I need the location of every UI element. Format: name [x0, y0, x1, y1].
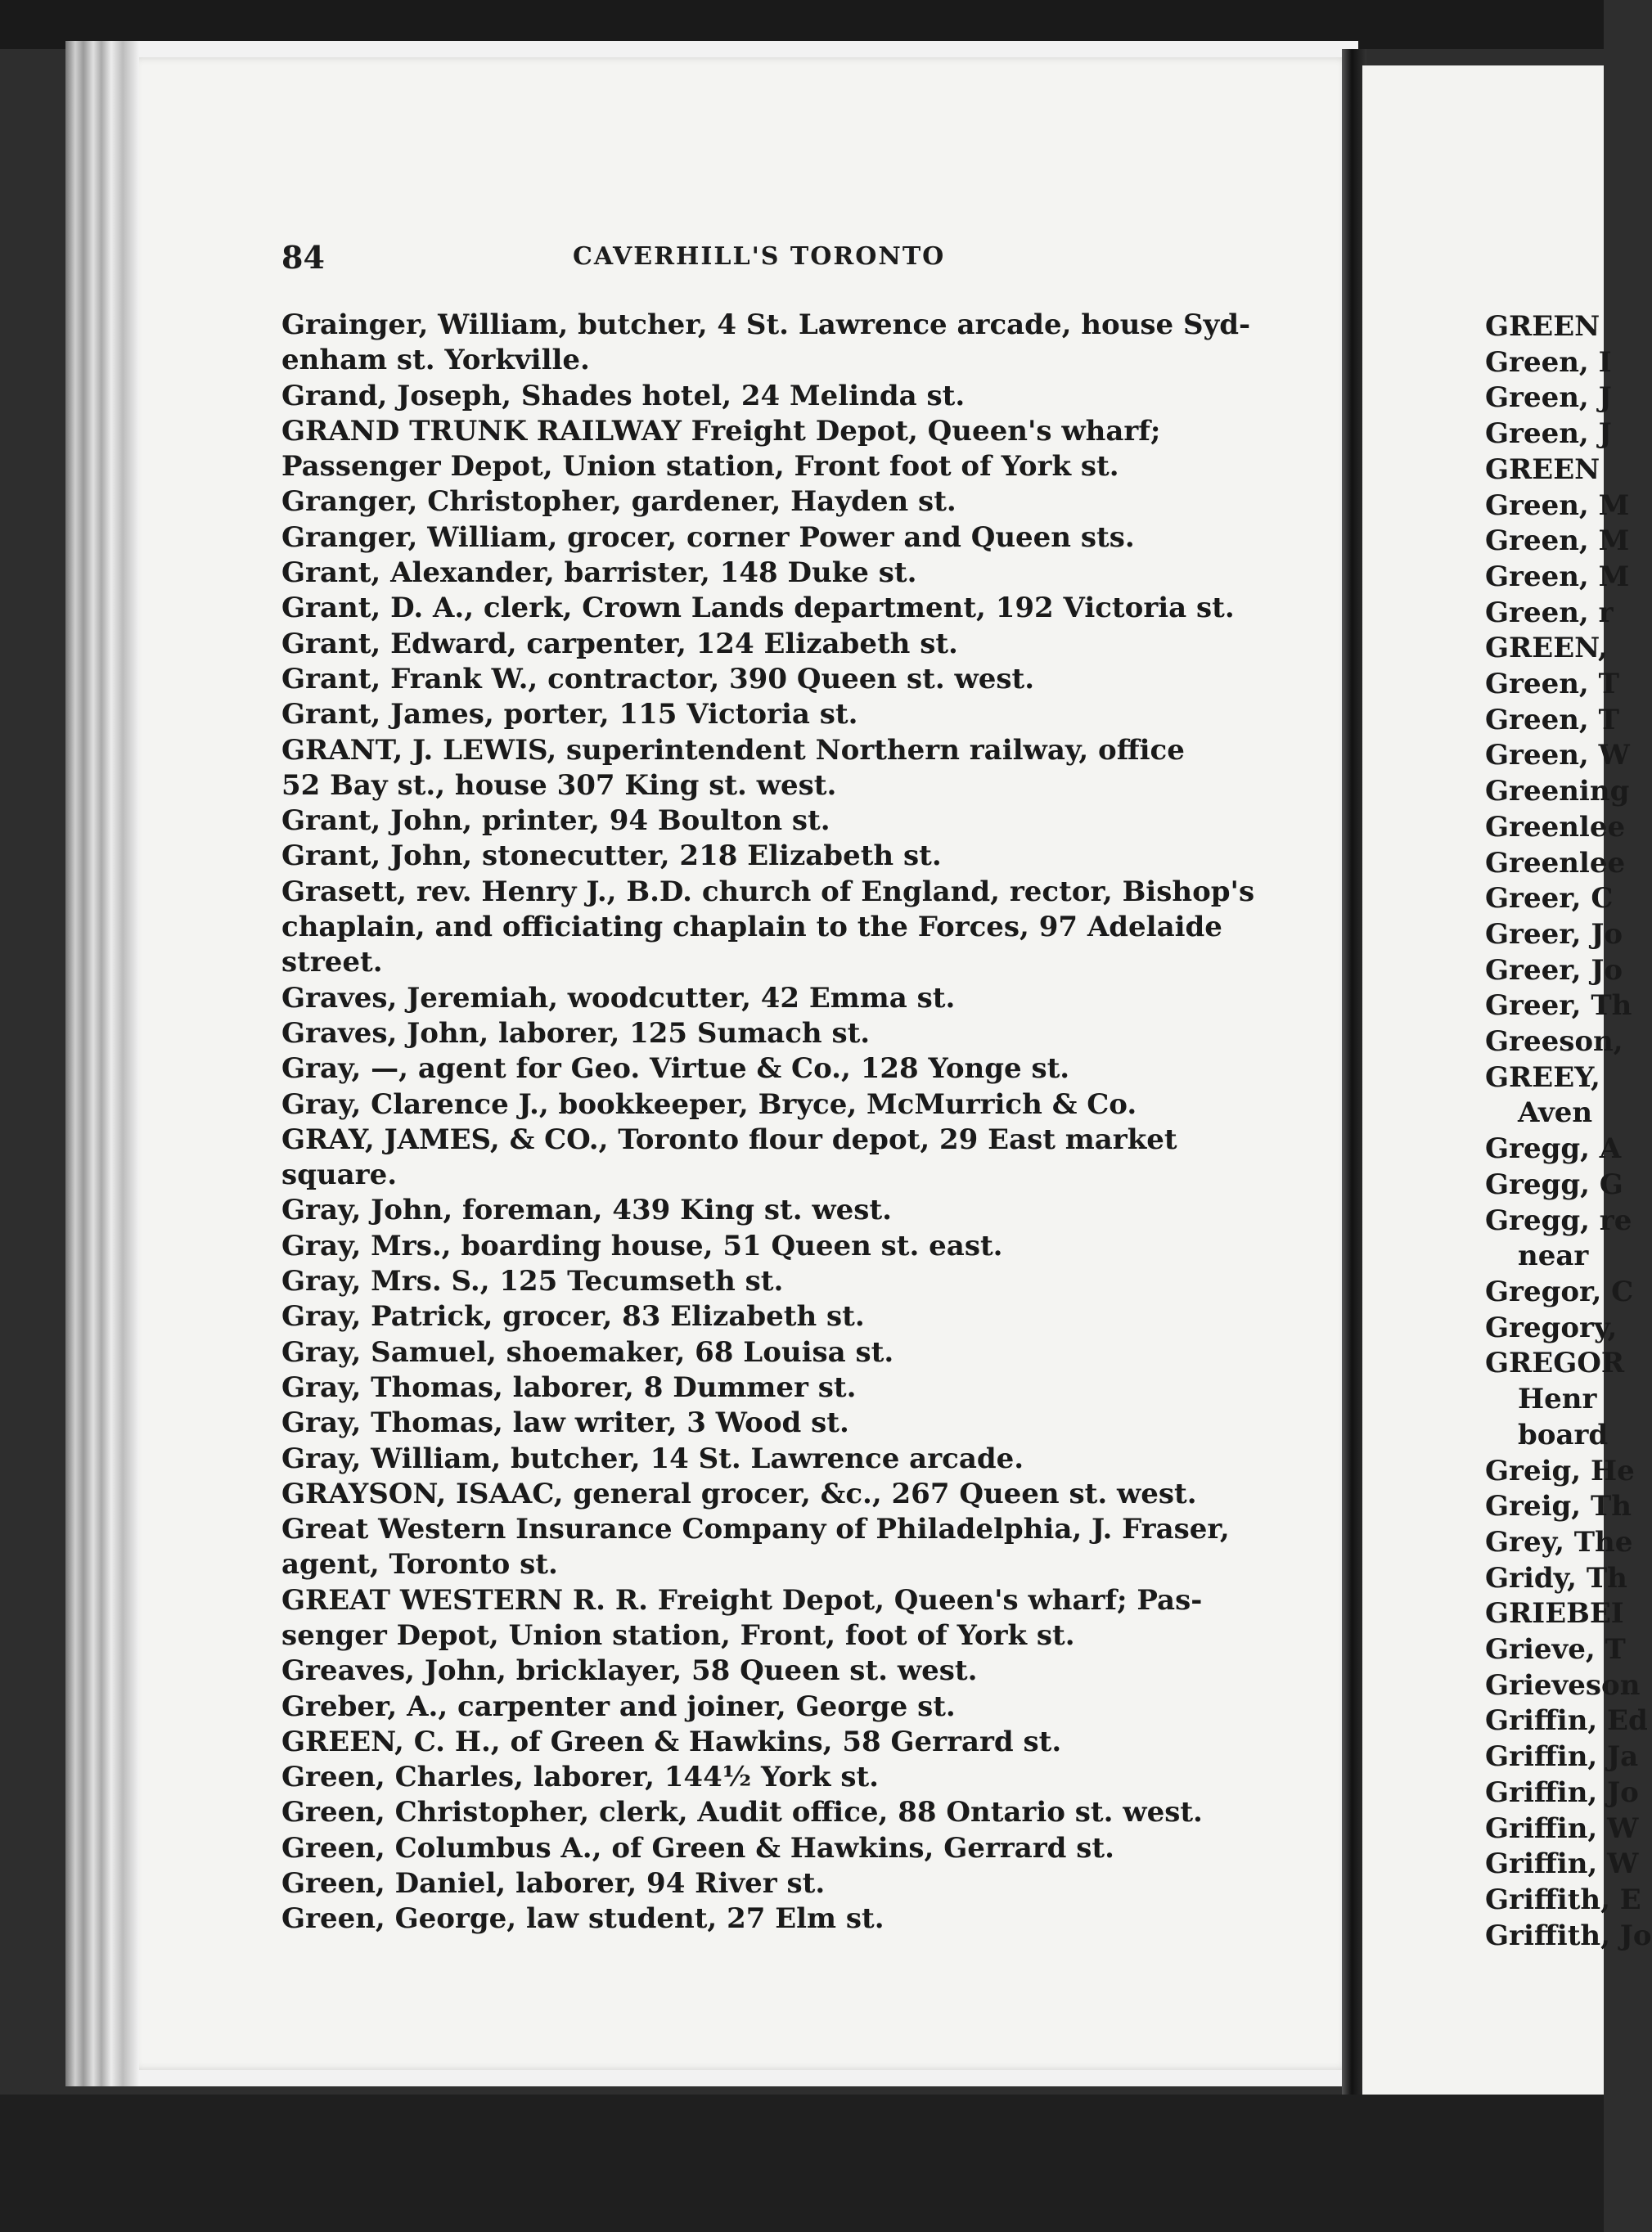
right-page-fragment: Greer, C: [1485, 882, 1614, 916]
right-page-fragment: Griffin, Ed: [1485, 1704, 1648, 1738]
entry-line-1: Gray, Thomas, law writer, 3 Wood st.: [281, 1406, 849, 1440]
right-page-fragment: Gregg, A: [1485, 1132, 1622, 1166]
entry-line-2: senger Depot, Union station, Front, foot of York st.: [281, 1618, 1075, 1652]
right-page-fragment: Griffith, Jo: [1485, 1919, 1652, 1952]
entry-line-1: Grant, Frank W., contractor, 390 Queen st. west.: [281, 662, 1035, 695]
entry-line-1: GRAYSON, ISAAC, general grocer, &c., 267 Queen st. west.: [281, 1477, 1197, 1510]
entry-line-1: Grant, Alexander, barrister, 148 Duke st.: [281, 556, 917, 590]
right-page-fragment: Greer, Jo: [1485, 917, 1623, 951]
right-page-fragment: Griffin, Ja: [1485, 1740, 1639, 1774]
entry-line-1: Graves, Jeremiah, woodcutter, 42 Emma st.: [281, 981, 956, 1015]
entry-line-1: Greaves, John, bricklayer, 58 Queen st. west.: [281, 1654, 978, 1688]
entry-line-1: Greber, A., carpenter and joiner, George st.: [281, 1690, 956, 1723]
directory-entry: [281, 1654, 1247, 1689]
entry-line-3: street.: [281, 946, 383, 979]
entry-line-1: Gray, —, agent for Geo. Virtue & Co., 128 Yonge st.: [281, 1052, 1070, 1086]
right-page-fragment: GREEN,: [1485, 632, 1608, 665]
right-page-fragment: Griffin, Jo: [1485, 1775, 1639, 1809]
right-page-fragment: Gregg, G: [1485, 1168, 1623, 1201]
directory-entry: [281, 1016, 1247, 1051]
directory-entry: [281, 981, 1247, 1016]
directory-entry: [281, 1725, 1247, 1760]
scan-bottom-border: [0, 2095, 1604, 2232]
entry-line-2: chaplain, and officiating chaplain to the Forces, 97 Adelaide: [281, 911, 1222, 944]
right-page-fragment: Greig, Th: [1485, 1490, 1632, 1523]
right-page-fragment: Gridy, Th: [1485, 1561, 1627, 1595]
right-page-fragment: board: [1518, 1418, 1609, 1451]
right-page-fragment: Greig, He: [1485, 1454, 1635, 1487]
right-page-fragment: GREEN: [1485, 452, 1600, 486]
entry-line-1: Grant, John, stonecutter, 218 Elizabeth st.: [281, 839, 942, 873]
entry-line-1: Gray, Thomas, laborer, 8 Dummer st.: [281, 1370, 857, 1404]
entry-line-1: Gray, Samuel, shoemaker, 68 Louisa st.: [281, 1335, 894, 1369]
page-number: 84: [281, 239, 325, 276]
entry-line-1: Gray, Clarence J., bookkeeper, Bryce, McMurrich & Co.: [281, 1087, 1137, 1121]
directory-entry: [281, 875, 1255, 981]
right-page-fragment: Green, J: [1485, 417, 1612, 451]
directory-entry: [281, 1051, 1247, 1087]
directory-entry: [281, 1583, 1247, 1654]
directory-entry: [281, 1123, 1247, 1194]
entry-line-1: GRANT, J. LEWIS, superintendent Northern railway, office: [281, 733, 1185, 767]
entry-line-1: Grand, Joseph, Shades hotel, 24 Melinda st.: [281, 379, 966, 412]
right-page-fragment: near: [1518, 1240, 1589, 1273]
right-page-fragment: Grieve, T: [1485, 1633, 1626, 1667]
directory-entry: [281, 1442, 1247, 1477]
directory-entry: [281, 1299, 1247, 1334]
entry-line-1: Gray, Mrs., boarding house, 51 Queen st. east.: [281, 1229, 1003, 1262]
entry-line-1: Gray, John, foreman, 439 King st. west.: [281, 1194, 892, 1227]
right-page-fragment: Grey, The: [1485, 1525, 1633, 1559]
entry-line-1: Grainger, William, butcher, 4 St. Lawrence arcade, house Syd-: [281, 308, 1251, 341]
directory-entry: [281, 1795, 1247, 1830]
entry-line-1: Green, Columbus A., of Green & Hawkins, Gerrard st.: [281, 1831, 1114, 1865]
entry-line-1: Granger, Christopher, gardener, Hayden st.: [281, 485, 957, 519]
right-page-fragment: Gregory,: [1485, 1311, 1618, 1344]
right-page-fragments: [1485, 309, 1652, 1954]
right-page-fragment: Aven: [1518, 1096, 1593, 1130]
directory-entry: [281, 1760, 1247, 1795]
directory-entry: [281, 1477, 1247, 1512]
entry-line-2: enham st. Yorkville.: [281, 344, 590, 377]
entry-line-1: Grasett, rev. Henry J., B.D. church of England, rector, Bishop's: [281, 875, 1255, 908]
right-page-fragment: Green, M: [1485, 560, 1630, 593]
entry-line-1: Green, George, law student, 27 Elm st.: [281, 1902, 885, 1936]
right-page-fragment: Green, I: [1485, 345, 1612, 379]
directory-entry: [281, 1866, 1247, 1901]
directory-entry: [281, 1901, 1247, 1937]
right-page-fragment: Griffin, W: [1485, 1811, 1639, 1845]
right-page-fragment: Gregor, C: [1485, 1275, 1634, 1308]
directory-entry: [281, 839, 1247, 874]
directory-entry: [281, 1831, 1247, 1866]
entry-line-1: GREEN, C. H., of Green & Hawkins, 58 Gerrard st.: [281, 1725, 1062, 1758]
directory-entry: [281, 484, 1247, 520]
directory-entry: [281, 1229, 1247, 1264]
right-page-fragment: Greenlee: [1485, 846, 1626, 880]
right-page-fragment: Grieveson: [1485, 1668, 1641, 1702]
right-page-fragment: Green, r: [1485, 596, 1614, 629]
right-page-fragment: GREEN: [1485, 310, 1600, 343]
entry-line-1: Green, Charles, laborer, 144½ York st.: [281, 1761, 880, 1794]
right-page-fragment: Green, M: [1485, 488, 1630, 522]
right-page-fragment: GREGOR: [1485, 1347, 1625, 1380]
entry-line-1: Green, Christopher, clerk, Audit office, 88 Ontario st. west.: [281, 1796, 1203, 1829]
entry-line-1: Grant, D. A., clerk, Crown Lands department, 192 Victoria st.: [281, 592, 1235, 625]
directory-entry: [281, 414, 1247, 485]
directory-entry: [281, 1406, 1247, 1441]
entry-line-1: Granger, William, grocer, corner Power and Queen sts.: [281, 520, 1135, 554]
directory-entry: [281, 1335, 1247, 1370]
directory-entry: [281, 308, 1251, 379]
directory-entry: [281, 1264, 1247, 1299]
running-title: CAVERHILL'S TORONTO: [573, 242, 946, 271]
right-page-fragment: Henr: [1518, 1383, 1597, 1416]
entry-line-1: GRAND TRUNK RAILWAY Freight Depot, Queen's wharf;: [281, 414, 1161, 448]
entry-line-2: square.: [281, 1159, 398, 1192]
directory-entry: [281, 1512, 1247, 1583]
right-page-fragment: Greer, Th: [1485, 989, 1632, 1023]
entry-line-1: Graves, John, laborer, 125 Sumach st.: [281, 1016, 871, 1050]
entry-line-1: GRAY, JAMES, & CO., Toronto flour depot, 29 East market: [281, 1123, 1177, 1156]
directory-entry: [281, 591, 1247, 626]
directory-entry: [281, 627, 1247, 662]
directory-entry: [281, 1193, 1247, 1228]
right-page-fragment: Greenlee: [1485, 810, 1626, 844]
entry-line-1: Grant, Edward, carpenter, 124 Elizabeth st.: [281, 627, 958, 660]
right-page-fragment: Green, W: [1485, 739, 1630, 772]
directory-entry: [281, 803, 1247, 839]
directory-entry: [281, 520, 1247, 556]
directory-entry: [281, 697, 1247, 732]
right-page-fragment: Gregg, re: [1485, 1204, 1632, 1237]
entry-line-1: Grant, John, printer, 94 Boulton st.: [281, 804, 831, 838]
right-page-fragment: GREEY,: [1485, 1060, 1600, 1094]
right-page-fragment: Greer, Jo: [1485, 953, 1623, 987]
right-page-fragment: GRIEBEI: [1485, 1597, 1624, 1631]
directory-entry: [281, 556, 1247, 591]
directory-entry: [281, 1370, 1247, 1406]
right-page-fragment: Greeson,: [1485, 1025, 1623, 1059]
entry-line-1: Great Western Insurance Company of Philadelphia, J. Fraser,: [281, 1513, 1230, 1546]
directory-entry: [281, 379, 1247, 414]
directory-entries: [281, 308, 1255, 1937]
entry-line-2: Passenger Depot, Union station, Front foot of York st.: [281, 450, 1119, 484]
entry-line-1: Green, Daniel, laborer, 94 River st.: [281, 1867, 826, 1901]
entry-line-1: Gray, Patrick, grocer, 83 Elizabeth st.: [281, 1300, 865, 1334]
entry-line-1: Gray, William, butcher, 14 St. Lawrence arcade.: [281, 1442, 1024, 1475]
right-page-fragment: Green, T: [1485, 668, 1619, 701]
right-page-fragment: Green, T: [1485, 703, 1619, 736]
right-page-fragment: Griffith, E: [1485, 1883, 1641, 1916]
page-header: [0, 239, 1604, 280]
entry-line-1: Gray, Mrs. S., 125 Tecumseth st.: [281, 1265, 784, 1298]
entry-line-2: agent, Toronto st.: [281, 1548, 558, 1582]
entry-line-1: GREAT WESTERN R. R. Freight Depot, Queen's wharf; Pas-: [281, 1583, 1203, 1617]
entry-line-1: Grant, James, porter, 115 Victoria st.: [281, 698, 858, 731]
directory-entry: [281, 1690, 1247, 1725]
directory-entry: [281, 662, 1247, 697]
directory-entry: [281, 1087, 1247, 1123]
directory-entry: [281, 733, 1247, 804]
entry-line-2: 52 Bay st., house 307 King st. west.: [281, 768, 837, 802]
right-page-fragment: Griffin, W: [1485, 1847, 1639, 1881]
right-page-fragment: Green, M: [1485, 524, 1630, 558]
right-page-fragment: Greening: [1485, 775, 1630, 808]
right-page-fragment: Green, J: [1485, 381, 1612, 415]
